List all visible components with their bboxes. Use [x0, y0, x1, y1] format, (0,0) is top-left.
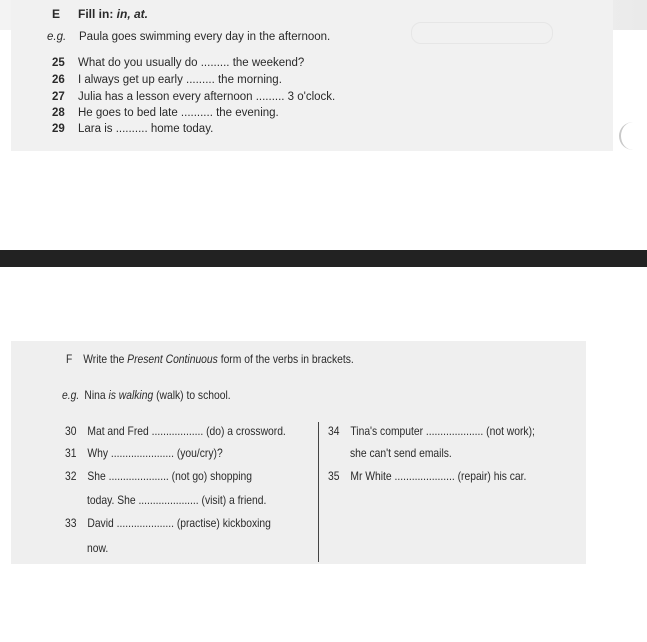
- item-number: 35: [328, 469, 340, 483]
- page-edge-curve: [619, 122, 635, 150]
- example-answer: is walking: [108, 388, 154, 402]
- item-text: I always get up early ......... the morning.: [78, 74, 282, 86]
- exercise-e-words: in, at.: [116, 7, 149, 21]
- item-text: What do you usually do ......... the weekend?: [78, 57, 305, 69]
- instruction-part: Write the: [83, 352, 128, 366]
- exercise-f-example: [62, 388, 231, 402]
- instruction-part: form of the verbs in brackets.: [217, 352, 354, 366]
- item-text: Mat and Fred .................. (do) a crossword.: [87, 424, 286, 438]
- exercise-item: [52, 57, 304, 69]
- item-text: David .................... (practise) kickboxing: [87, 516, 271, 530]
- exercise-item: [328, 469, 526, 483]
- exercise-e-example: [47, 31, 330, 43]
- exercise-item: [52, 91, 335, 103]
- exercise-item: [65, 424, 286, 438]
- exercise-item: [328, 424, 535, 438]
- item-continuation: now.: [87, 541, 109, 555]
- item-number: 26: [52, 74, 65, 86]
- instruction-tense: Present Continuous: [127, 352, 218, 366]
- item-text: Tina's computer .................... (not work);: [350, 424, 535, 438]
- faint-stamp-outline: [411, 22, 553, 44]
- item-continuation: she can't send emails.: [350, 446, 452, 460]
- exercise-e-instruction: Fill in:: [78, 7, 117, 21]
- example-text: Paula goes swimming every day in the afternoon.: [79, 31, 331, 43]
- example-label: e.g.: [62, 388, 80, 402]
- item-text: Why ...................... (you/cry)?: [87, 446, 223, 460]
- item-number: 27: [52, 91, 65, 103]
- item-text: He goes to bed late .......... the evening.: [78, 107, 279, 119]
- item-text: Mr White ..................... (repair) his car.: [350, 469, 527, 483]
- item-number: 31: [65, 446, 77, 460]
- example-part: (walk) to school.: [153, 388, 231, 402]
- example-label: e.g.: [47, 31, 67, 43]
- example-part: Nina: [84, 388, 109, 402]
- item-text: Julia has a lesson every afternoon ......... 3 o'clock.: [78, 91, 336, 103]
- item-number: 25: [52, 57, 65, 69]
- item-text: Lara is .......... home today.: [78, 123, 214, 135]
- column-divider: [318, 422, 319, 562]
- exercise-item: [65, 446, 223, 460]
- exercise-item: [52, 107, 279, 119]
- dark-divider-band: [0, 250, 647, 267]
- exercise-item: [65, 469, 252, 483]
- item-text: She ..................... (not go) shopping: [87, 469, 252, 483]
- item-number: 32: [65, 469, 77, 483]
- item-number: 28: [52, 107, 65, 119]
- exercise-item: [65, 516, 271, 530]
- item-number: 33: [65, 516, 77, 530]
- item-number: 29: [52, 123, 65, 135]
- exercise-e-letter: E: [52, 7, 61, 21]
- exercise-f-letter: F: [66, 352, 73, 366]
- item-number: 34: [328, 424, 340, 438]
- item-number: 30: [65, 424, 77, 438]
- exercise-e-heading: [52, 7, 148, 21]
- exercise-f-heading: [66, 352, 354, 366]
- exercise-item: [52, 123, 213, 135]
- exercise-item: [52, 74, 282, 86]
- item-continuation: today. She ..................... (visit) a friend.: [87, 493, 267, 507]
